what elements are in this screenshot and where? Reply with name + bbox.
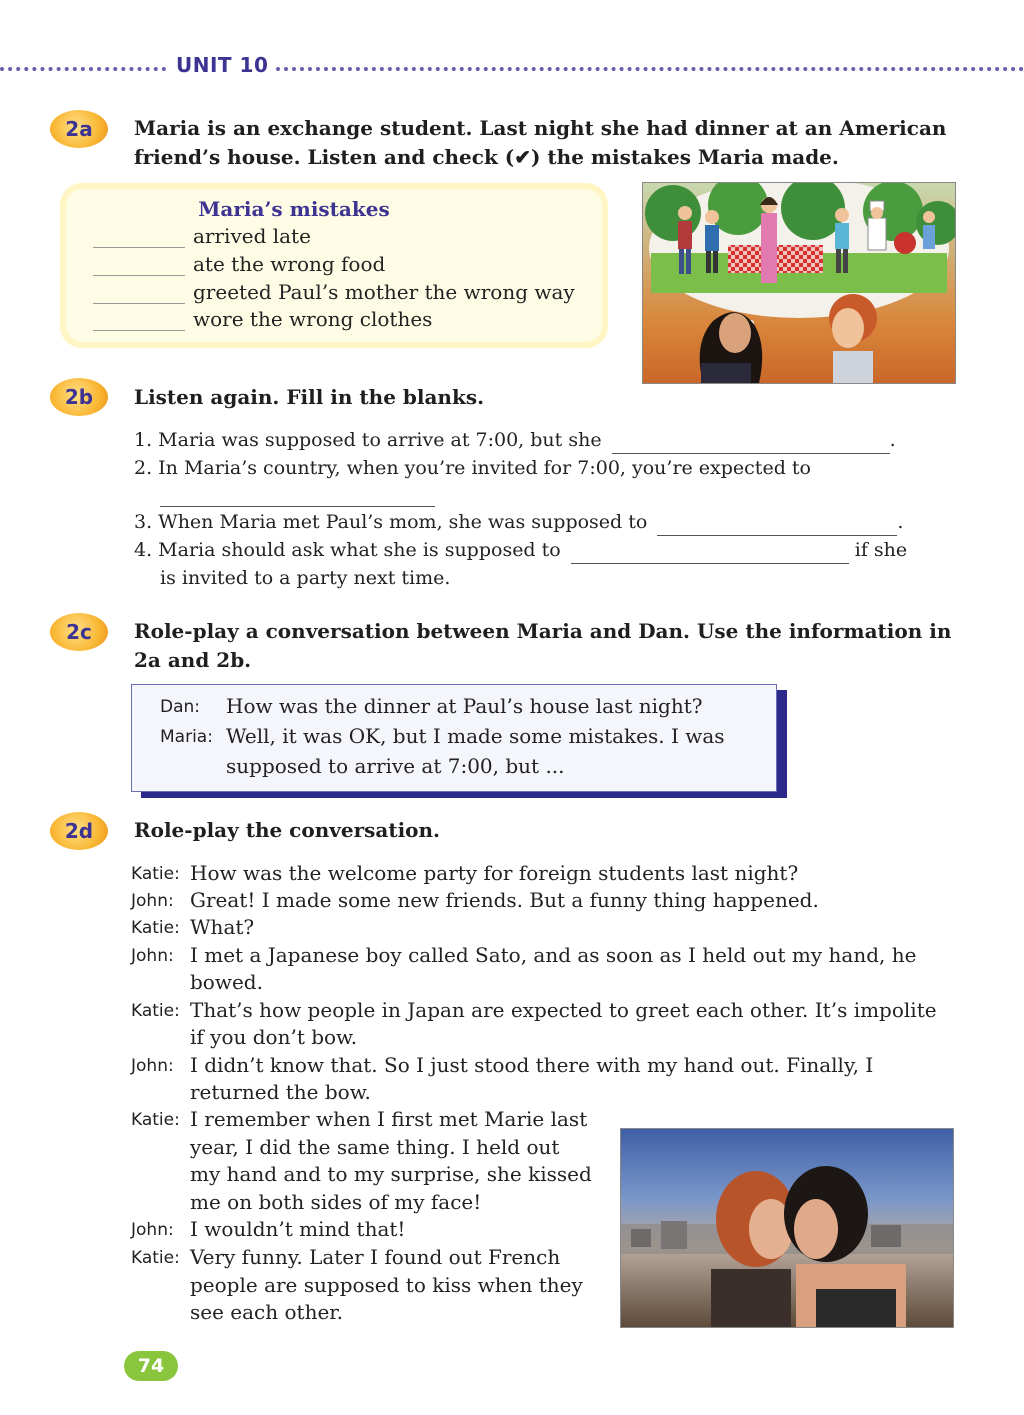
answer-blank-3[interactable] [657, 515, 897, 536]
instruction-2a [134, 114, 946, 172]
answer-blank-2[interactable] [160, 486, 435, 507]
photo-svg [621, 1129, 953, 1327]
badge-2b: 2b [50, 378, 108, 416]
question-2-blank-row [160, 480, 435, 507]
instruction-2c-line1: Role-play a conversation between Maria and Dan. Use the information in [134, 619, 952, 643]
conv-speaker: John: [131, 1220, 174, 1240]
check-blank[interactable] [93, 227, 185, 248]
conv-line: if you don’t bow. [190, 1025, 358, 1049]
conv-line: Great! I made some new friends. But a funny thing happened. [190, 888, 819, 912]
header-dots-left [0, 67, 166, 71]
badge-2a: 2a [50, 110, 108, 148]
conv-speaker: Katie: [131, 918, 180, 938]
dialog-line: supposed to arrive at 7:00, but ... [226, 754, 565, 778]
badge-2c: 2c [50, 613, 108, 651]
check-blank[interactable] [93, 310, 185, 331]
check-blank[interactable] [93, 255, 185, 276]
question-4-end: if she [854, 539, 908, 561]
question-3 [134, 509, 903, 536]
conv-speaker: John: [131, 946, 174, 966]
conv-speaker: Katie: [131, 864, 180, 884]
conv-line: people are supposed to kiss when they [190, 1273, 583, 1297]
conv-line: returned the bow. [190, 1080, 371, 1104]
mistake-item [93, 252, 385, 280]
mistake-label: ate the wrong food [193, 252, 386, 276]
question-3-text: 3. When Maria met Paul’s mom, she was supposed to [134, 511, 648, 533]
conv-speaker: John: [131, 891, 174, 911]
conv-line: bowed. [190, 970, 263, 994]
check-blank[interactable] [93, 283, 185, 304]
conv-speaker: Katie: [131, 1248, 180, 1268]
conv-line: That’s how people in Japan are expected to greet each other. It’s impolite [190, 998, 937, 1022]
dialog-speaker: Dan: [160, 697, 201, 717]
mistake-label: wore the wrong clothes [193, 307, 433, 331]
instruction-2a-line2: friend’s house. Listen and check (✔) the mistakes Maria made. [134, 145, 839, 169]
header-dots-right [276, 67, 1024, 71]
unit-title: UNIT 10 [176, 53, 269, 77]
illustration-svg [643, 183, 955, 383]
question-1-text: 1. Maria was supposed to arrive at 7:00, but she [134, 429, 602, 451]
dialog-speaker: Maria: [160, 727, 213, 747]
conv-line: me on both sides of my face! [190, 1190, 482, 1214]
question-4-line2: is invited to a party next time. [160, 567, 451, 589]
greeting-kiss-photo [620, 1128, 954, 1328]
instruction-2c [134, 617, 951, 675]
mistake-label: arrived late [193, 224, 311, 248]
mistake-label: greeted Paul’s mother the wrong way [193, 280, 575, 304]
dinner-party-illustration [642, 182, 956, 384]
page-number: 74 [124, 1351, 178, 1381]
instruction-2a-line1: Maria is an exchange student. Last night she had dinner at an American [134, 116, 947, 140]
question-2 [134, 455, 811, 482]
conv-line: I remember when I first met Marie last [190, 1107, 588, 1131]
conv-line: year, I did the same thing. I held out [190, 1135, 560, 1159]
mistake-item [93, 307, 432, 335]
question-2-text: 2. In Maria’s country, when you’re invited for 7:00, you’re expected to [134, 457, 811, 479]
conv-line: my hand and to my surprise, she kissed [190, 1162, 592, 1186]
mistakes-title: Maria’s mistakes [198, 197, 390, 221]
conv-line: How was the welcome party for foreign students last night? [190, 861, 799, 885]
conv-line: I wouldn’t mind that! [190, 1217, 406, 1241]
dialog-line: Well, it was OK, but I made some mistakes. I was [226, 724, 725, 748]
conv-line: Very funny. Later I found out French [190, 1245, 561, 1269]
mistakes-box [60, 183, 608, 348]
instruction-2c-line2: 2a and 2b. [134, 648, 252, 672]
conv-line: What? [190, 915, 255, 939]
instruction-2d: Role-play the conversation. [134, 818, 441, 842]
mistake-item [93, 224, 311, 252]
question-1-end: . [889, 429, 896, 451]
mistake-item [93, 280, 575, 308]
badge-2d: 2d [50, 812, 108, 850]
dialog-line: How was the dinner at Paul’s house last night? [226, 694, 703, 718]
instruction-2b: Listen again. Fill in the blanks. [134, 385, 485, 409]
conv-line: see each other. [190, 1300, 344, 1324]
sample-dialog-box [131, 684, 777, 792]
answer-blank-1[interactable] [612, 433, 890, 454]
conv-line: I met a Japanese boy called Sato, and as soon as I held out my hand, he [190, 943, 917, 967]
question-4-text: 4. Maria should ask what she is supposed to [134, 539, 561, 561]
question-3-end: . [897, 511, 904, 533]
conv-speaker: Katie: [131, 1110, 180, 1130]
question-4 [134, 537, 907, 564]
conv-speaker: John: [131, 1056, 174, 1076]
conv-speaker: Katie: [131, 1001, 180, 1021]
answer-blank-4[interactable] [571, 543, 849, 564]
question-1 [134, 427, 896, 454]
conv-line: I didn’t know that. So I just stood there with my hand out. Finally, I [190, 1053, 874, 1077]
